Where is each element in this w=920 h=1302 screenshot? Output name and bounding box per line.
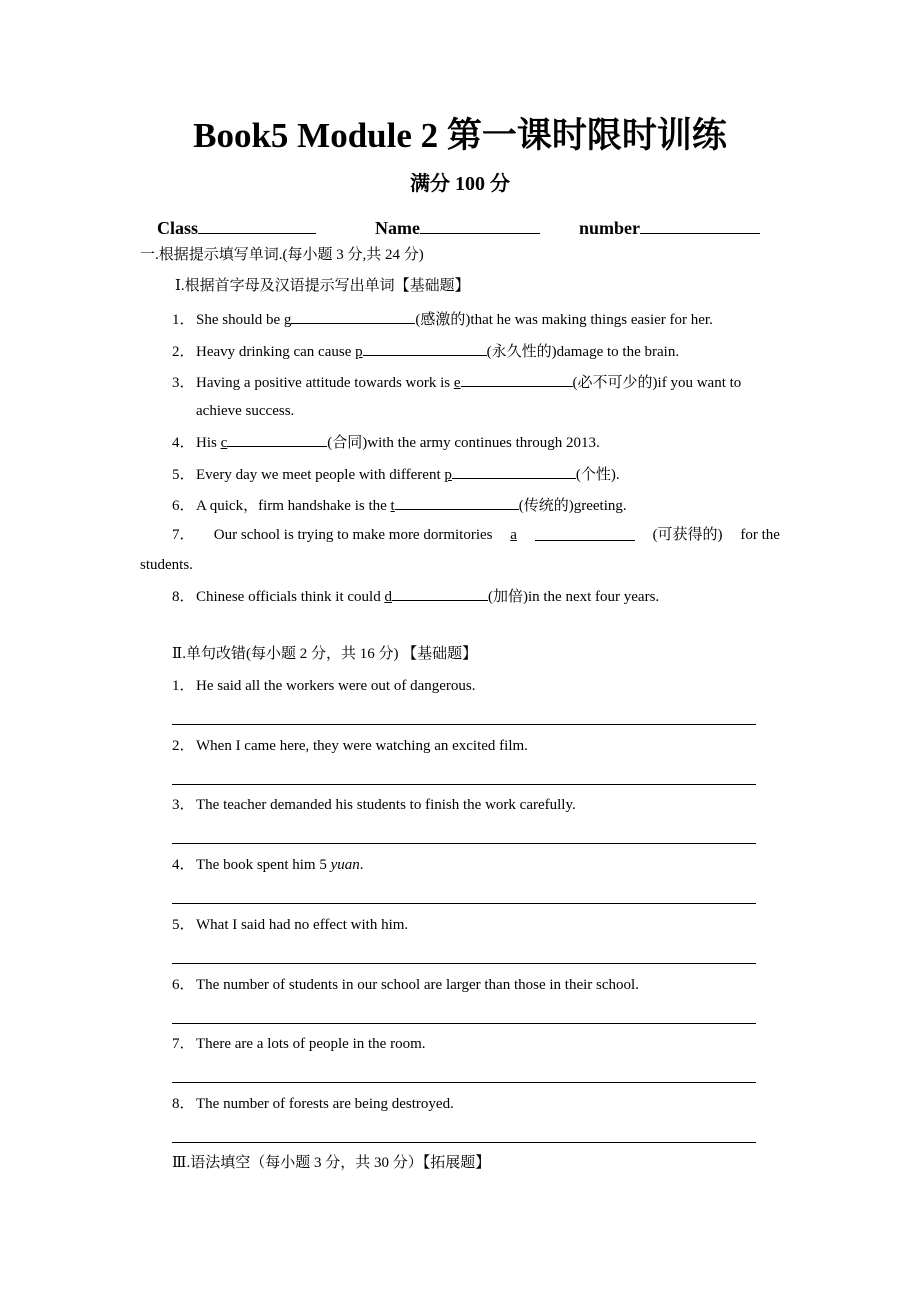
item-continuation: achieve success. [196, 403, 295, 419]
chinese-hint: (必不可少的) [572, 375, 658, 391]
initial-letter: p [355, 344, 363, 360]
part2-heading: Ⅱ.单句改错(每小题 2 分，共 16 分) 【基础题】 [172, 646, 478, 662]
item-number: 7． [172, 527, 195, 543]
item-sentence: The number of forests are being destroyed. [196, 1095, 454, 1112]
correction-item [172, 739, 528, 754]
fill-item [172, 374, 741, 391]
part1-heading: 一.根据提示填写单词.(每小题 3 分,共 24 分) [140, 247, 424, 263]
item-continuation: students. [140, 557, 193, 573]
chinese-hint: (传统的) [518, 498, 574, 514]
answer-line[interactable] [172, 903, 756, 904]
correction-item [172, 858, 364, 873]
answer-blank[interactable] [291, 311, 415, 324]
item-text-after: greeting. [573, 498, 627, 514]
answer-line[interactable] [172, 1142, 756, 1143]
item-number: 6． [172, 976, 195, 993]
answer-line[interactable] [172, 963, 756, 964]
initial-letter: e [453, 375, 461, 391]
item-sentence: He said all the workers were out of dangerous. [196, 678, 476, 694]
name-label: Name [375, 218, 420, 238]
item-number: 7． [172, 1036, 195, 1053]
item-number: 1． [172, 312, 195, 328]
correction-item [172, 918, 408, 933]
item-text-after: damage to the brain. [556, 344, 680, 360]
item-number: 2． [172, 344, 195, 360]
answer-line[interactable] [172, 724, 756, 725]
item-number: 6． [172, 498, 195, 514]
answer-line[interactable] [172, 1082, 756, 1083]
item-text-after: in the next four years. [527, 589, 660, 605]
answer-blank[interactable] [363, 343, 487, 356]
answer-line[interactable] [172, 1023, 756, 1024]
item-sentence: There are a lots of people in the room. [196, 1036, 426, 1053]
item-number: 8． [172, 1095, 195, 1112]
fill-item [172, 528, 780, 543]
fill-item [172, 497, 627, 514]
number-field[interactable] [579, 217, 760, 237]
class-label: Class [157, 218, 199, 238]
item-sentence: When I came here, they were watching an excited film. [196, 737, 528, 754]
item-number: 5． [172, 916, 195, 933]
item-text-after: that he was making things easier for her. [470, 312, 713, 328]
answer-blank[interactable] [392, 588, 488, 601]
chinese-hint: (合同) [327, 435, 368, 451]
answer-blank[interactable] [452, 466, 576, 479]
item-text-before: Our school is trying to make more dormitories [213, 527, 493, 543]
correction-item [172, 978, 639, 993]
item-text-before: Every day we meet people with different [196, 467, 445, 483]
section1-heading: Ⅰ.根据首字母及汉语提示写出单词【基础题】 [175, 278, 470, 294]
item-text-after: if you want to [657, 375, 742, 391]
initial-letter: d [384, 589, 392, 605]
initial-letter: p [444, 467, 452, 483]
item-number: 8． [172, 589, 195, 605]
item-text-before: His [196, 435, 221, 451]
correction-item [172, 679, 476, 694]
class-field[interactable] [157, 217, 316, 237]
fill-item [172, 311, 713, 328]
initial-letter: a [510, 527, 517, 543]
item-number: 2． [172, 737, 195, 754]
initial-letter: t [390, 498, 395, 514]
chinese-hint: (可获得的) [652, 527, 723, 543]
answer-blank[interactable] [535, 528, 635, 541]
answer-blank[interactable] [227, 434, 327, 447]
chinese-hint: (感激的) [415, 312, 471, 328]
item-sentence: The book spent him 5 [196, 857, 331, 874]
answer-line[interactable] [172, 784, 756, 785]
item-text-before: A quick，firm handshake is the [196, 498, 391, 514]
answer-line[interactable] [172, 843, 756, 844]
fill-item [172, 466, 620, 483]
item-number: 3． [172, 375, 195, 391]
chinese-hint: (加倍) [487, 589, 528, 605]
fill-item [172, 343, 679, 360]
chinese-hint: (永久性的) [486, 344, 557, 360]
item-text-before: Chinese officials think it could [196, 589, 385, 605]
chinese-hint: (个性) [575, 467, 616, 483]
part3-heading: Ⅲ.语法填空（每小题 3 分，共 30 分）【拓展题】 [172, 1155, 491, 1171]
item-sentence: The number of students in our school are larger than those in their school. [196, 976, 639, 993]
item-text-after: . [359, 857, 364, 874]
answer-blank[interactable] [395, 497, 519, 510]
item-italic: yuan [330, 857, 360, 874]
item-text-after: with the army continues through 2013. [367, 435, 600, 451]
item-text-before: Heavy drinking can cause [196, 344, 356, 360]
page-title: Book5 Module 2 第一课时限时训练 [193, 116, 727, 155]
item-number: 4． [172, 857, 195, 874]
item-number: 5． [172, 467, 195, 483]
item-number: 1． [172, 678, 195, 694]
fill-item [172, 434, 600, 451]
item-sentence: The teacher demanded his students to finish the work carefully. [196, 797, 576, 814]
correction-item [172, 1097, 454, 1112]
correction-item [172, 1037, 426, 1052]
correction-item [172, 798, 576, 813]
answer-blank[interactable] [461, 374, 573, 387]
number-label: number [579, 218, 641, 238]
item-text-before: Having a positive attitude towards work is [196, 375, 454, 391]
initial-letter: g [283, 312, 292, 328]
name-field[interactable] [375, 217, 540, 237]
full-score: 满分 100 分 [410, 173, 510, 195]
item-number: 4． [172, 435, 195, 451]
item-text-after: for the [740, 527, 780, 543]
item-sentence: What I said had no effect with him. [196, 916, 409, 933]
item-text-before: She should be [196, 312, 284, 328]
initial-letter: c [220, 435, 228, 451]
fill-item [172, 588, 659, 605]
item-text-after: . [615, 467, 620, 483]
item-number: 3． [172, 797, 195, 814]
